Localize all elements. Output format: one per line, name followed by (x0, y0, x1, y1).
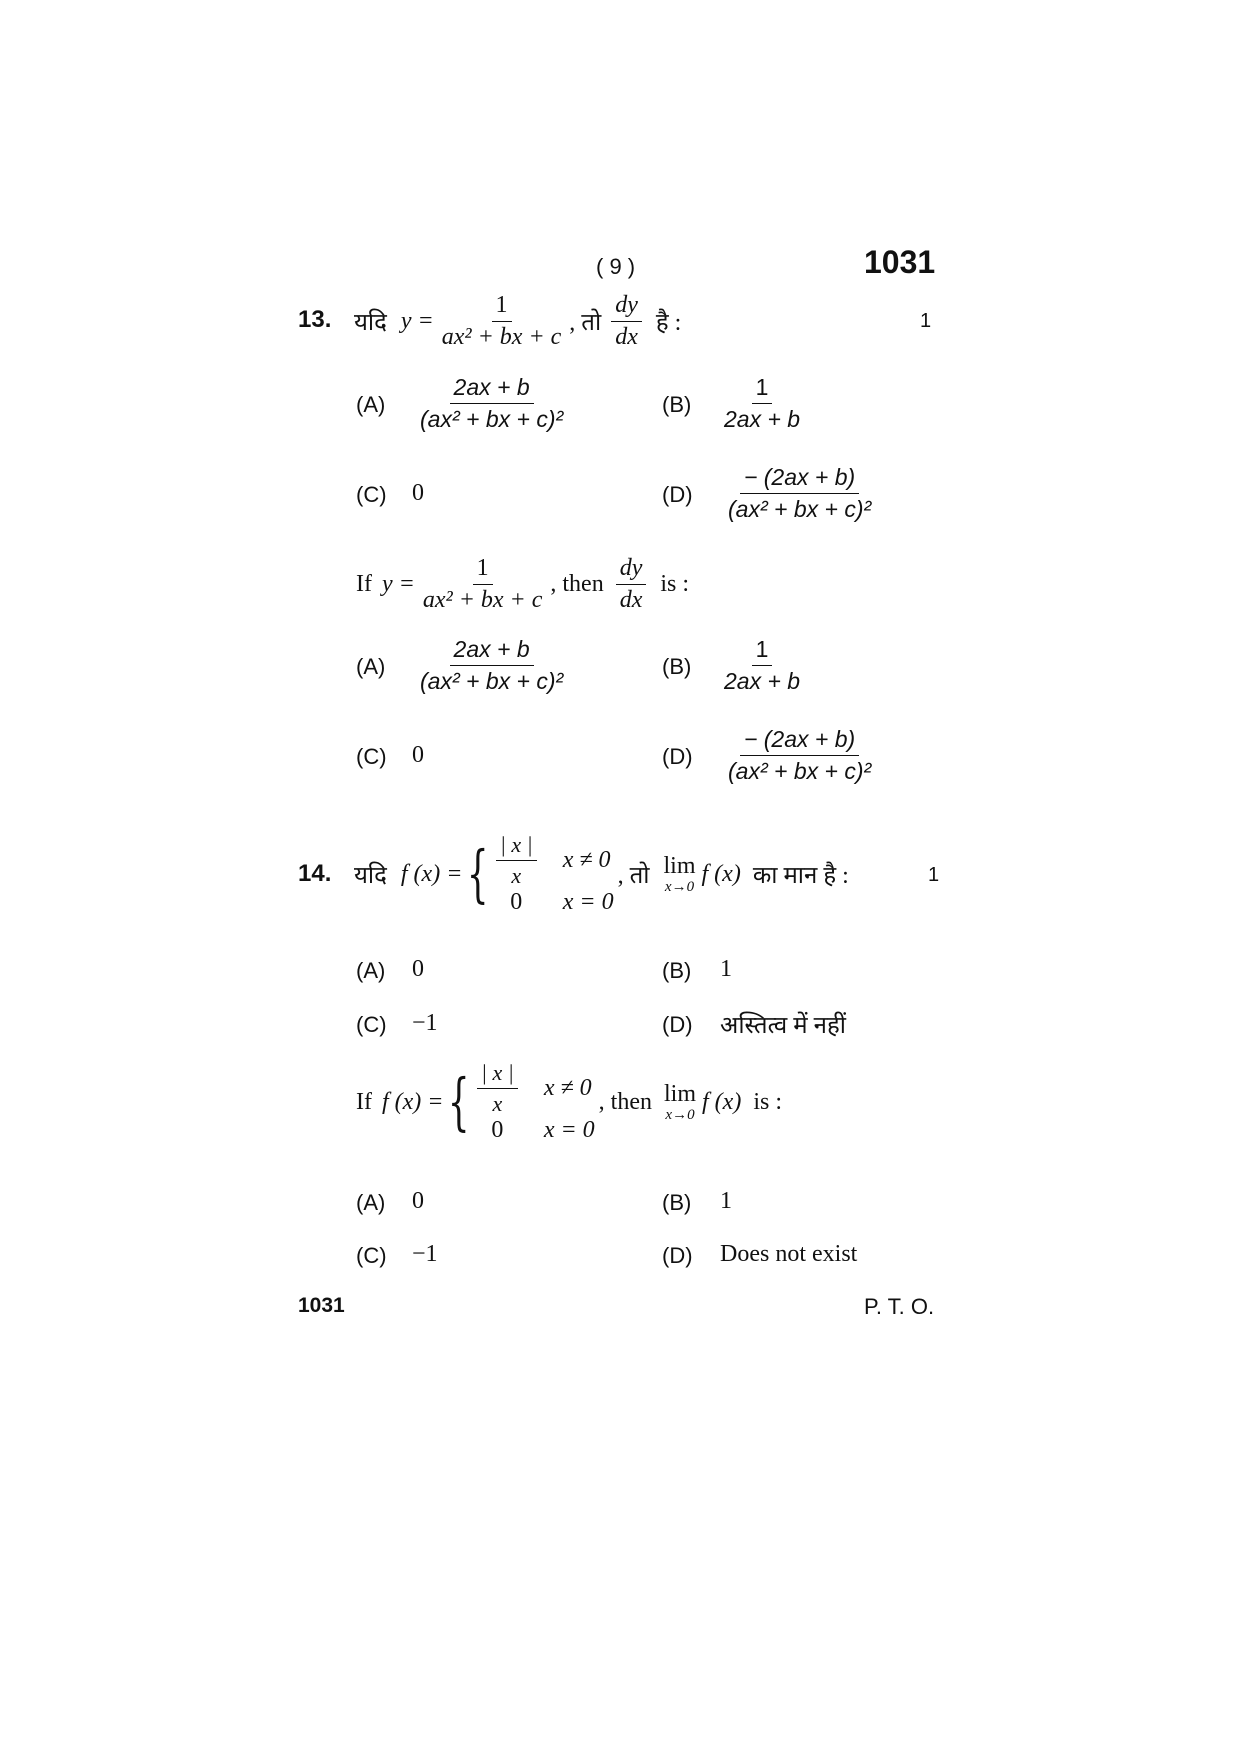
q13-h-option-a-label: (A) (356, 392, 386, 417)
paper-code-top: 1031 (864, 244, 936, 280)
left-brace-icon: { (467, 837, 489, 910)
question-13-english-stem (356, 555, 689, 614)
question-13-number: 13. (298, 306, 332, 333)
q13-e-b-den: 2ax + b (724, 668, 801, 694)
q13-e-option-d (720, 726, 879, 785)
q13-h-option-b (716, 374, 808, 433)
q13-h-b-den: 2ax + b (724, 406, 801, 432)
q13-eng-tail: is : (660, 571, 690, 597)
q14-hindi-lead: यदि (354, 862, 387, 889)
q14-e-lim-sub: x→0 (665, 1106, 695, 1123)
q13-e-b-num: 1 (752, 636, 773, 666)
q14-h-lim: lim (663, 852, 696, 879)
q14-eng-lead: If (356, 1088, 372, 1115)
question-13-marks: 1 (920, 310, 932, 332)
q13-h-option-c-label: (C) (356, 482, 387, 507)
question-14-hindi-stem (354, 832, 849, 916)
q14-h-option-d-label: (D) (662, 1012, 693, 1037)
q14-h-case2-cond: x = 0 (562, 889, 614, 915)
q14-h-option-b: 1 (720, 956, 732, 982)
q14-h-option-a-label: (A) (356, 958, 386, 983)
q13-hindi-num: 1 (492, 292, 512, 322)
q14-h-case1-den: x (511, 863, 522, 888)
q13-e-option-a (412, 636, 571, 695)
question-14-english-stem (356, 1060, 782, 1144)
q13-h-option-c: 0 (412, 480, 424, 506)
q13-e-option-b-label: (B) (662, 654, 692, 679)
q13-e-option-c: 0 (412, 742, 424, 768)
q14-h-lim-f: f (x) (701, 860, 741, 887)
q14-e-lim: lim (664, 1080, 697, 1107)
q14-e-case1-den: x (492, 1091, 503, 1116)
q13-e-option-a-label: (A) (356, 654, 386, 679)
q14-eng-tail: is : (753, 1088, 783, 1115)
q14-e-case2-val: 0 (491, 1117, 504, 1143)
q13-e-a-num: 2ax + b (450, 636, 534, 666)
q13-h-b-num: 1 (752, 374, 773, 404)
q13-h-a-den: (ax² + bx + c)² (420, 406, 564, 432)
question-14-marks: 1 (928, 864, 940, 886)
q13-e-option-b (716, 636, 808, 695)
q13-h-option-d-label: (D) (662, 482, 693, 507)
q13-hindi-den: ax² + bx + c (441, 324, 562, 350)
q13-hindi-dx: dx (615, 324, 638, 350)
q14-hindi-then: , तो (617, 862, 650, 889)
q13-h-option-a (412, 374, 571, 433)
q14-hindi-piecewise (462, 832, 613, 916)
q13-h-a-num: 2ax + b (450, 374, 534, 404)
q13-h-option-b-label: (B) (662, 392, 692, 417)
q14-e-option-c-label: (C) (356, 1243, 387, 1268)
q13-hindi-lead: यदि (354, 310, 387, 336)
paper-code-bottom: 1031 (298, 1294, 345, 1317)
q13-eng-derivative (616, 555, 647, 614)
q14-e-option-a-label: (A) (356, 1190, 386, 1215)
q13-eng-dy: dy (616, 555, 647, 585)
q14-eng-limit (664, 1082, 696, 1123)
left-brace-icon: { (448, 1065, 471, 1138)
q14-h-option-a: 0 (412, 956, 424, 982)
q14-h-case1-cond: x ≠ 0 (562, 847, 611, 873)
pto-note: P. T. O. (864, 1294, 935, 1319)
q14-e-lim-f: f (x) (702, 1088, 742, 1115)
q14-hindi-fx: f (x) = (400, 860, 463, 887)
question-13-hindi-stem (354, 292, 681, 351)
q14-e-option-b-label: (B) (662, 1190, 692, 1215)
q14-e-option-a: 0 (412, 1188, 424, 1214)
q14-e-option-d-label: (D) (662, 1243, 693, 1268)
q14-hindi-limit (663, 854, 695, 895)
q13-hindi-then: , तो (569, 310, 602, 336)
q13-e-option-d-label: (D) (662, 744, 693, 769)
q14-h-lim-sub: x→0 (664, 878, 695, 895)
q14-h-option-c: −1 (412, 1010, 438, 1036)
q14-eng-then: , then (598, 1088, 652, 1115)
q13-eng-dx: dx (619, 587, 643, 613)
q14-h-option-b-label: (B) (662, 958, 692, 983)
q13-hindi-tail: है : (655, 310, 682, 336)
q14-e-case2-cond: x = 0 (543, 1117, 595, 1143)
q13-e-option-c-label: (C) (356, 744, 387, 769)
question-14-number: 14. (298, 860, 332, 887)
q14-eng-fx: f (x) = (381, 1088, 444, 1115)
q14-h-option-c-label: (C) (356, 1012, 387, 1037)
page-number: ( 9 ) (596, 254, 636, 279)
q13-eng-fraction (419, 555, 547, 614)
q13-h-d-den: (ax² + bx + c)² (728, 496, 872, 522)
q14-e-case1-cond: x ≠ 0 (543, 1075, 592, 1101)
q13-eng-y-eq: y = (381, 571, 415, 597)
q13-hindi-derivative (611, 292, 642, 351)
q13-hindi-dy: dy (611, 292, 642, 322)
q14-h-case1-num: | x | (496, 832, 537, 861)
q14-hindi-tail: का मान है : (752, 862, 849, 889)
q14-h-case2-val: 0 (510, 889, 523, 915)
q14-eng-piecewise (443, 1060, 594, 1144)
q14-e-option-d: Does not exist (720, 1241, 858, 1267)
q13-hindi-y-eq: y = (400, 308, 434, 334)
q13-h-option-d (720, 464, 879, 523)
q13-eng-den: ax² + bx + c (422, 587, 543, 613)
q14-e-case1-num: | x | (477, 1060, 518, 1089)
q13-e-d-den: (ax² + bx + c)² (728, 758, 872, 784)
q13-e-a-den: (ax² + bx + c)² (420, 668, 564, 694)
q14-e-option-b: 1 (720, 1188, 732, 1214)
q14-e-option-c: −1 (412, 1241, 438, 1267)
q13-eng-then: , then (550, 571, 604, 597)
q13-hindi-fraction (438, 292, 566, 351)
q13-eng-lead: If (356, 571, 372, 597)
q13-e-d-num: − (2ax + b) (740, 726, 859, 756)
q14-h-option-d: अस्तित्व में नहीं (720, 1013, 846, 1039)
q13-h-d-num: − (2ax + b) (740, 464, 859, 494)
q13-eng-num: 1 (473, 555, 493, 585)
